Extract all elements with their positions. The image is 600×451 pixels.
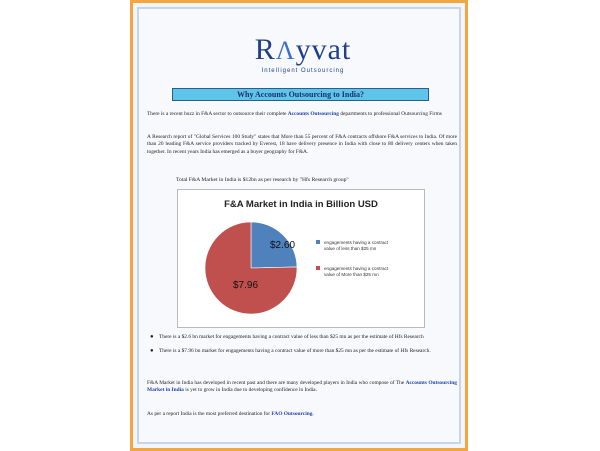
bullet-icon: ● xyxy=(150,348,154,355)
legend-swatch-1 xyxy=(316,240,320,244)
bullet-icon: ● xyxy=(150,334,154,340)
bullet-list xyxy=(150,334,449,356)
list-item: ● There is a $7.96 bn market for engagements having a contract value of more than $25 mn as per the estimate of Hfs Research. xyxy=(150,348,431,355)
slice-data-label-1: $2.60 xyxy=(270,240,296,251)
list-item: ● There is a $2.6 bn market for engagements having a contract value of less than $25 mn as per the estimate of Hfs Research xyxy=(150,334,424,340)
intro-paragraph: There is a recent buzz in F&A sector to outsource their complete Accounts Outsourcing departments to professional Outsourcing Firms xyxy=(147,111,442,117)
accounts-outsourcing-link[interactable]: Accounts Outsourcing xyxy=(287,111,339,117)
legend-swatch-2 xyxy=(316,266,320,270)
accounts-outsourcing-market-link[interactable]: Accounts Outsourcing Market in India xyxy=(147,380,457,394)
legend-label-2: engagements having a contract value of More than $25 mn xyxy=(324,266,389,277)
closing-paragraph: As per a report India is the most preferred destination for FAO Outsourcing. xyxy=(147,411,314,417)
slice-data-label-2: $7.96 xyxy=(233,280,259,291)
pie-chart-svg xyxy=(178,190,424,327)
market-paragraph: F&A Market in India has developed in recent past and there are many developed players in India who compose of The Accounts Outsourcing Market in India is yet to grow in India due to developing confidence in India. xyxy=(147,380,457,394)
page-title: Why Accounts Outsourcing to India? xyxy=(172,88,429,101)
chart-caption: Total F&A Market in India is $12bn as per research by "Hfs Research group" xyxy=(176,177,349,183)
document-page xyxy=(130,0,468,451)
research-paragraph: A Research report of "Global Services 100 Study" states that More than 55 percent of F&A contracts offshore F&A services to India. Of more than 20 leading F&A service providers tracked by Everest, 18 have delivery presence in India with close to 80 delivery centers when taken together. In recent years India has emerged as a buyer geography for F&A. xyxy=(147,134,457,155)
chart-title: F&A Market in India in Billion USD xyxy=(224,199,378,210)
logo-wordmark: RΛyvat xyxy=(254,33,352,66)
fao-outsourcing-link[interactable]: FAO Outsourcing xyxy=(271,411,313,417)
logo-tagline: Intelligent Outsourcing xyxy=(261,68,345,74)
legend-label-1: engagements having a contract value of less than $25 mn xyxy=(324,240,389,251)
rayvat-logo xyxy=(228,35,378,83)
market-chart xyxy=(177,189,425,328)
